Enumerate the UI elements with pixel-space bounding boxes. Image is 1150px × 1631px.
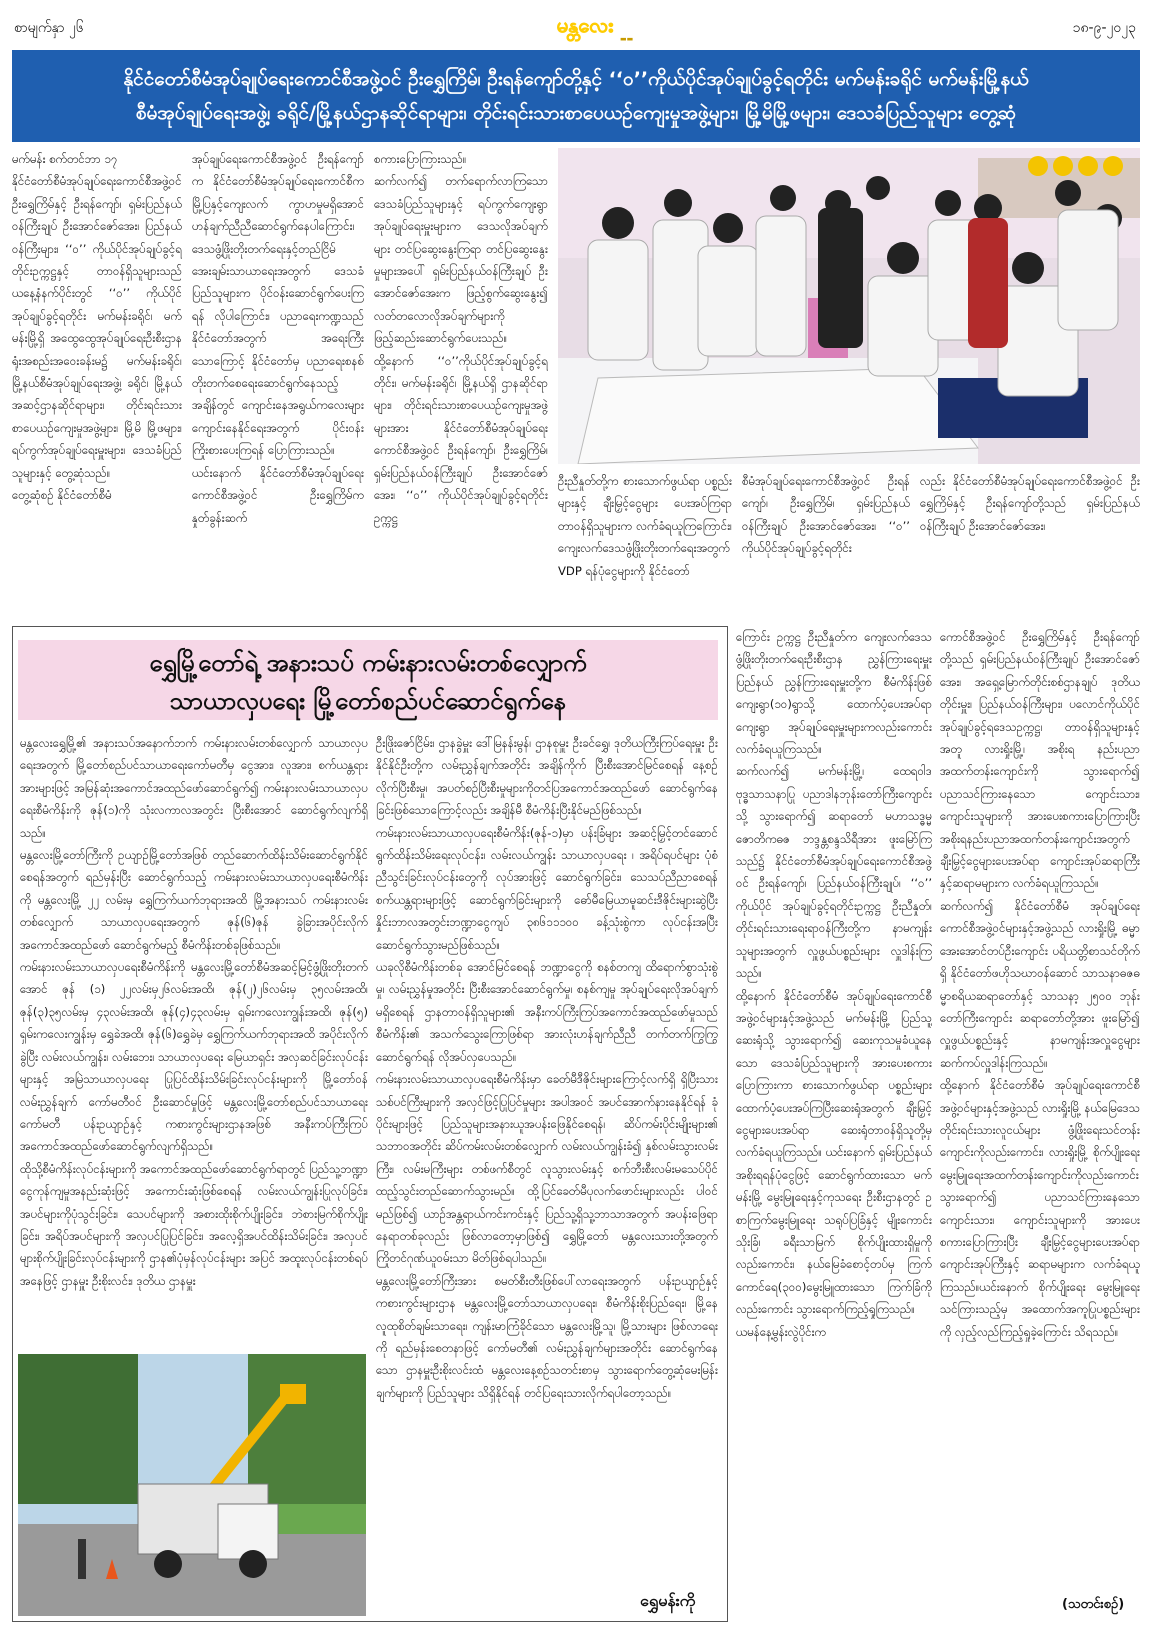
masthead-logo [520,8,650,44]
article2-column-2: ဦးဖြိုးဇော်ငြိမ်း၊ ဌာနခွဲမှူး ဒေါ်မြနန်းမွန်၊ ဌာနစုမှူး ဦးခင်ရွှေ၊ ဒုတိယကြီးကြပ်ရေးမှူး ဦးနိုင်နိုင်ဦးတို့က လမ်းညွှန်ချက်အတိုင်း အချိန်ကိုက် ပြီးစီးအောင်မြင်စေရန် နေ့စဉ်လိုက်ပြီးစီးမှု၊ အပတ်စဉ်ပြီးစီးမှုများကိုတင်ပြအကောင်အထည်ဖော် ဆောင်ရွက်နေခြင်းဖြစ်သောကြောင့်လည်း အချိန်မီ စီမံကိန်းပြီးနိုင်မည်ဖြစ်သည်။ ကမ်းနားလမ်းသာယာလှပရေးစီမံကိန်း(ဇုန်-၁)မှာ ပန်းခြံများ အဆင့်မြှင့်တင်ဆောင်ရွက်ထိန်းသိမ်းရေးလုပ်ငန်း၊ လမ်းလယ်ကျွန်း သာယာလှပရေး ၊ အရိပ်ရပင်များ ပုံစံညီသွင်းခြင်းလုပ်ငန်းတွေကို လုပ်အားဖြင့် ဆောင်ရွက်ခြင်း၊ သေသပ်ညီညာစေရန် စက်ယန္တရားများဖြင့် ဆောင်ရွက်ခြင်းများကို ဓော်မီမြေယာမူဆင်းဒီဇိုင်းများဆွဲပြီး နှိုင်းဘာလအတွင်းဘဏ္ဍာငွေကျပ် ၃၈၆၁၁၁၀၀ ခန့်သုံးစွဲကာ လုပ်ငန်းအပြီးဆောင်ရွက်သွားမည်ဖြစ်သည်။ ယခုလိုစီမံကိန်းတစ်ခု အောင်မြင်စေရန် ဘဏ္ဍာငွေကို စနစ်တကျ ထိရောက်စွာသုံးစွဲမှု၊ လမ်းညွှန်မှုအတိုင်း ပြီးစီးအောင်ဆောင်ရွက်မှု၊ စနစ်ကျမှု အုပ်ချုပ်ရေးလိုအပ်ချက်မရှိစေရန် ဌာနတာဝန်ရှိသူများ၏ အနီးကပ်ကြီးကြပ်အကောင်အထည်ဖော်မှုသည်စီမံကိန်း၏ အသက်သွေးကြောဖြစ်ရာ အားလုံးဟန်ချက်ညီညီ တက်တက်ကြွကြွ ဆောင်ရွက်ရန် လိုအပ်လှပေသည်။ ကမ်းနားလမ်းသာယာလှပရေးစီမံကိန်းမှာ ခေတ်မီဒီဇိုင်းများကြောင့်လက်ရှိ ရှိပြီးသားသစ်ပင်ကြီးများကို အလှင်ဖြင့်ပြုပြင်မှုများ အပါအဝင် အပင်အောက်နားနေနိုင်ရန် ခုံပိုင်းများဖြင့် ပြည်သူများအနားယူအပန်းဖြေနိုင်စေရန်၊ ဆိပ်ကမ်းပိုင်းမျိုးများ၏ သဘာဝအတိုင်း ဆိပ်ကမ်းလမ်းတစ်လျှောက် လမ်းလယ်ကျွန်းခံ၍ နှစ်လမ်းသွားလမ်းကြီး၊ လမ်းမကြီးများ တစ်ဖက်စီတွင် လူသွားလမ်းနှင့် စက်ဘီးစီးလမ်းမသေပ်ပိုင် ထည့်သွင်းတည်ဆောက်သွားမည်။ ထို့ပြင်ခေတ်မီပုလက်ဖောင်းများလည်း ပါဝင်မည်ဖြစ်၍ ယာဉ်အန္တရာယ်ကင်းကင်းနှင့် ပြည်သူ့ရှိသူ့ဘာသာအတွက် အပန်းဖြေရာနေရာတစ်ခုလည်း ဖြစ်လာတော့မှာဖြစ်၍ ရွှေမြို့တော် မန္တလေးသားတို့အတွက် ကြိုတင်ဂုဏ်ယူဝမ်းသာ မိတ်ဖြစ်ရပါသည်။ မန္တလေးမြို့တော်ကြီးအား စမတ်စီးတီးဖြစ်ပေါ်လာရေးအတွက် ပန်းဥယျာဉ်နှင့် ကစားကွင်းများဌာန မန္တလေးမြို့တော်သာယာလှပရေး၊ စီမံကိန်းစိုးပြည်ရေး၊ မြို့နေလူထုစိတ်ချမ်းသာရေး၊ ကျန်းမာကြံခိုင်သော မန္တလေးမြို့သူ၊ မြို့သားများ ဖြစ်လာရေးကို ရည်မှန်းစေတနာဖြင့် ကော်မတီ၏ လမ်းညွှန်ချက်များအတိုင်း ဆောင်ရွက်နေသော ဌာနမှူးဦးစိုးလင်းထံ မန္တလေးနေ့စဉ်သတင်းစာမှ သွားရောက်တွေ့ဆုံမေးမြန်းချက်များကို ပြည်သူများ သိရှိနိုင်ရန် တင်ပြရေးသားလိုက်ရပါတော့သည်။ [376,736,718,1400]
article1-column-3b: ဦးညီနှုတ်တို့က စားသောက်ဖွယ်ရာ ပစ္စည်းများနှင့် ချီးမြှင့်ငွေများ ပေးအပ်ကြရာ တာဝန်ရှိသူများက လက်ခံရယူကြကြောင်း၊ ကျေးလက်ဒေသဖွံ့ဖြိုးတိုးတက်ရေးအတွက် VDP ရန်ပုံငွေများကို နိုင်ငံတော် [558,474,732,578]
page-number: စာမျက်နှာ ၂၆ [14,20,84,36]
article1-column-5: ကောင်စီအဖွဲ့ဝင် ဦးရွှေကြိမ်နှင့် ဦးရန်ကျော်တို့သည် ရှမ်းပြည်နယ်ဝန်ကြီးချုပ် ဦးအောင်ဇော်အေး၊ အရှေ့မြောက်တိုင်းစစ်ဌာနချုပ် ဒုတိယတိုင်းမှူး၊ ပြည်နယ်ဝန်ကြီးများ၊ ပလောင်ကိုယ်ပိုင်အုပ်ချုပ်ခွင့်ရဒေသဥက္ကဋ္ဌ၊ တာဝန်ရှိသူများနှင့်အတူ လားရှိုးမြို့၊ အစိုးရ နည်းပညာအထက်တန်းကျောင်းကို သွားရောက်၍ ပညာသင်ကြားနေသော ကျောင်းသား၊ ကျောင်းသူများကို အားပေးစကားပြောကြားပြီး အစိုးရနည်းပညာအထက်တန်းကျောင်းအတွက် ချီးမြှင့်ငွေများပေးအပ်ရာ ကျောင်းအုပ်ဆရာကြီးနှင့်ဆရာမများက လက်ခံရယူကြသည်။ ဆက်လက်၍ နိုင်ငံတော်စီမံ အုပ်ချုပ်ရေးကောင်စီအဖွဲ့ဝင်များနှင့်အဖွဲ့သည် လားရှိုးမြို့ ဓမ္မာအေးအောင်တပ်ဦးကျောင်း ပရိယတ္တိစာသင်တိုက်ရှိ နိုင်ငံတော်ဖဟိုသဃာဝန်ဆောင် သာသနာဓဇဓမ္မာစရိယဆရာတော်နှင့် သာသနာ့ ၂၅၀၀ ဘုန်းတော်ကြီးကျောင်း ဆရာတော်တို့အား ဖူးမြော်၍ လှူဖွယ်ပစ္စည်းနှင့် နာမကျန်းအလှူငွေများ ဆက်ကပ်လှူဒါန်းကြသည်။ ထို့နောက် နိုင်ငံတော်စီမံ အုပ်ချုပ်ရေးကောင်စီအဖွဲ့ဝင်များနှင့်အဖွဲ့သည် လားရှိုးမြို့ နယ်မြေဒေသ တိုင်းရင်းသားလူငယ်များ ဖွံ့ဖြိုးရေးသင်တန်းကျောင်းကိုလည်းကောင်း၊ လားရှိုးမြို့ စိုက်ပျိုးရေး မွေးမြူရေးအထက်တန်းကျောင်းကိုလည်းကောင်း သွားရောက်၍ ပညာသင်ကြားနေသောကျောင်းသား၊ ကျောင်းသူများကို အားပေးစကားပြောကြားပြီး ချီးမြှင့်ငွေများပေးအပ်ရာ ကျောင်းအုပ်ကြီးနှင့် ဆရာမများက လက်ခံရယူကြသည်။ယင်းနောက် စိုက်ပျိုးရေး မွေးမြူရေး သင်ကြားသည့်မှ အထောက်အကူပြုပစ္စည်းများကို လှည့်လည်ကြည့်ရှုခဲ့ကြောင်း သိရသည်။ [940,630,1140,1339]
article2-byline: ရွှေမန်းကို [640,1591,696,1610]
article2-column-1: မန္တလေးရွှေမြို့၏ အနားသပ်အနောက်ဘက် ကမ်းနားလမ်းတစ်လျှောက် သာယာလှပရေးအတွက် မြို့တော်စည်ပင်သာယာရေးကော်မတီမှ ငွေအား၊ လူအား၊ စက်ယန္တရားအားများဖြင့် အမြန်ဆုံးအကောင်အထည်ဖော်ဆောင်ရွက်၍ ကမ်းနားလမ်းသာယာလှပရေးစီမံကိန်းကို ဇုန်(၁)ကို သုံးလကာလအတွင်း ပြီးစီးအောင် ဆောင်ရွက်လျက်ရှိသည်။ မန္တလေးမြို့တော်ကြီးကို ဥယျာဉ်မြို့တော်အဖြစ် တည်ဆောက်ထိန်းသိမ်းဆောင်ရွက်နိုင်စေရန်အတွက် ရည်မှန်းပြီး ဆောင်ရွက်သည့် ကမ်းနားလမ်းသာယာလှပရေးစီမံကိန်းကို မန္တလေးမြို့ ၂၂ လမ်းမှ ရွှေကြက်ယက်ဘုရားအထိ မြို့အနားသပ် ကမ်းနားလမ်းတစ်လျှောက် သာယာလှပရေးအတွက် ဇုန်(၆)ဇုန် ခွဲခြားအပိုင်းလိုက် အကောင်အထည်ဖော် ဆောင်ရွက်မည့် စီမံကိန်းတစ်ခုဖြစ်သည်။ ကမ်းနားလမ်းသာယာလှပရေးစီမံကိန်းကို မန္တလေးမြို့တော်စီမံအဆင့်မြင့်ဖွံ့ဖြိုးတိုးတက်အောင် ဇုန် (၁) ၂၂လမ်းမှ၂၆လမ်းအထိ၊ ဇုန်(၂)၂၆လမ်းမှ ၃၅လမ်းအထိ၊ ဇုန်(၃)၃၅လမ်းမှ ၄၃လမ်းအထိ၊ ဇုန်(၄)၄၃လမ်းမှ ရှမ်းကလေးကျွန်းအထိ၊ ဇုန်(၅) ရှမ်းကလေးကျွန်းမှ ရွှေခဲအထိ၊ ဇုန်(၆)ရွှေခဲမှ ရွှေကြက်ယက်ဘုရားအထိ အပိုင်းလိုက်ခွဲပြီး လမ်းလယ်ကျွန်း၊ လမ်းဘေး၊ သာယာလှပရေး မြေယာရှင်း အလှဆင်ခြင်းလုပ်ငန်းများနှင့် အမြဲသာယာလှပရေး ပြုပြင်ထိန်းသိမ်းခြင်းလုပ်ငန်းများကို မြို့တော်ဝန်လမ်းညွှန်ချက် ကော်မတီဝင် ဦးဆောင်မှုဖြင့် မန္တလေးမြို့တော်စည်ပင်သာယာရေးကော်မတီ ပန်းဥယျာဉ်နှင့် ကစားကွင်းများဌာနအဖြစ် အနီးကပ်ကြီးကြပ်အကောင်အထည်ဖော်ဆောင်ရွက်လျက်ရှိသည်။ ထိုသို့စီမံကိန်းလုပ်ငန်းများကို အကောင်အထည်ဖော်ဆောင်ရွက်ရာတွင် ပြည်သူ့ဘဏ္ဍာငွေကုန်ကျမှုအနည်းဆုံးဖြင့် အကောင်းဆုံးဖြစ်စေရန် လမ်းလယ်ကျွန်းပြုလုပ်ခြင်း၊ အပင်များကိုပုံသွင်းခြင်း၊ သေပင်များကို အစားထိုးစိုက်ပျိုးခြင်း၊ ဘဲစားမြက်စိုက်ပျိုးခြင်း၊ အရိပ်အပင်များကို အလှပင်ပြုပြင်ခြင်း၊ အလေ့ရှိအပင်ထိန်းသိမ်းခြင်း၊ အလှပင်များစိုက်ပျိုးခြင်းလုပ်ငန်းများကို ဌာန၏ပုံမှန်လုပ်ငန်းများ အပြင် အထူးလုပ်ငန်းတစ်ရပ်အနေဖြင့် ဌာနမှူး ဦးစိုးလင်း၊ ဒုတိယ ဌာနမှူး [20,736,368,1288]
article2-title [18,640,718,720]
article1-credit: (သတင်းစဉ်) [1062,1597,1125,1612]
issue-date: ၁၈-၉-၂၀၂၃ [1072,20,1136,36]
article1-column-3: စကားပြောကြားသည်။ ဆက်လက်၍ တက်ရောက်လာကြသော ဒေသခံပြည်သူများနှင့် ရပ်ကွက်ကျေးရွာအုပ်ချုပ်ရေးမှူးများက ဒေသလိုအပ်ချက်များ တင်ပြဆွေးနွေးကြရာ တင်ပြဆွေးနွေးမှုများအပေါ် ရှမ်းပြည်နယ်ဝန်ကြီးချုပ် ဦးအောင်ဇော်အေးက ဖြည့်စွက်ဆွေးနွေး၍ လတ်တလောလိုအပ်ချက်များကို ဖြည့်ဆည်းဆောင်ရွက်ပေးသည်။ ထို့နောက် ‘‘ဝ’’ကိုယ်ပိုင်အုပ်ချုပ်ခွင့်ရတိုင်း၊ မက်မန်းခရိုင်၊ မြို့နယ်ရှိ ဌာနဆိုင်ရာများ၊ တိုင်းရင်းသားစာပေယဉ်ကျေးမှုအဖွဲ့များအား နိုင်ငံတော်စီမံအုပ်ချုပ်ရေးကောင်စီအဖွဲ့ဝင် ဦးရန်ကျော်၊ ဦးရွှေကြိမ်၊ ရှမ်းပြည်နယ်ဝန်ကြီးချုပ် ဦးအောင်ဇော်အေး၊ ‘‘ဝ’’ ကိုယ်ပိုင်အုပ်ချုပ်ခွင့်ရတိုင်းဥက္ကဋ္ဌ [374,152,548,525]
headline-line-1: နိုင်ငံတော်စီမံအုပ်ချုပ်ရေးကောင်စီအဖွဲ့ဝင် ဦးရွှေကြိမ်၊ ဦးရန်ကျော်တို့နှင့် ‘‘ဝ’’ကိုယ်ပိုင်အုပ်ချုပ်ခွင့်ရတိုင်း မက်မန်းခရိုင် မက်မန်းမြို့နယ် [123,68,1029,90]
headline-line-2: စီမံအုပ်ချုပ်ရေးအဖွဲ့၊ ခရိုင်/မြို့နယ်ဌာနဆိုင်ရာများ၊ တိုင်းရင်းသားစာပေယဉ်ကျေးမှုအဖွဲ့များ၊ မြို့မိမြို့ဖများ၊ ဒေသခံပြည်သူများ တွေ့ဆုံ [135,102,1017,124]
article2-title-line-1: ရွှေမြို့တော်ရဲ့ အနားသပ် ကမ်းနားလမ်းတစ်လျှောက် [149,649,587,677]
news-photo-crane-truck [18,1354,366,1616]
article1-column-5a: လည်း နိုင်ငံတော်စီမံအုပ်ချုပ်ရေးကောင်စီအဖွဲ့ဝင် ဦးရွှေကြိမ်နှင့် ဦးရန်ကျော်တို့သည် ရှမ်းပြည်နယ်ဝန်ကြီးချုပ် ဦးအောင်ဇော်အေး၊ [920,474,1140,533]
news-photo-meeting [558,148,1140,464]
article1-column-4a: စီမံအုပ်ချုပ်ရေးကောင်စီအဖွဲ့ဝင် ဦးရန်ကျော်၊ ဦးရွှေကြိမ်၊ ရှမ်းပြည်နယ်ဝန်ကြီးချုပ် ဦးအောင်ဇော်အေး၊ ‘‘ဝ’’ ကိုယ်ပိုင်အုပ်ချုပ်ခွင့်ရတိုင်း [742,474,910,556]
article2-title-line-2: သာယာလှပရေး မြို့တော်စည်ပင်ဆောင်ရွက်နေ [169,687,567,715]
article1-column-1: မက်မန်း စက်တင်ဘာ ၁၇ နိုင်ငံတော်စီမံအုပ်ချုပ်ရေးကောင်စီအဖွဲ့ဝင် ဦးရွှေကြိမ်နှင့် ဦးရန်ကျော်၊ ရှမ်းပြည်နယ်ဝန်ကြီးချုပ် ဦးအောင်ဇော်အေး၊ ပြည်နယ်ဝန်ကြီးများ၊ ‘‘ဝ’’ ကိုယ်ပိုင်အုပ်ချုပ်ခွင့်ရတိုင်းဥက္ကဋ္ဌနှင့် တာဝန်ရှိသူများသည် ယနေ့နံနက်ပိုင်းတွင် ‘‘ဝ’’ ကိုယ်ပိုင်အုပ်ချုပ်ခွင့်ရတိုင်း မက်မန်းခရိုင်၊ မက်မန်းမြို့ရှိ အထွေထွေအုပ်ချုပ်ရေးဦးစီးဌာန ရုံးအစည်းအဝေးခန်းမ၌ မက်မန်းခရိုင်၊ မြို့နယ်စီမံအုပ်ချုပ်ရေးအဖွဲ့၊ ခရိုင်၊ မြို့နယ်အဆင့်ဌာနဆိုင်ရာများ၊ တိုင်းရင်းသား စာပေယဉ်ကျေးမှုအဖွဲ့များ၊ မြို့မိ မြို့ဖများ၊ ရပ်ကွက်အုပ်ချုပ်ရေးမှူးများ၊ ဒေသခံပြည်သူများနှင့် တွေ့ဆုံသည်။ တွေ့ဆုံစဉ် နိုင်ငံတော်စီမံ [12,152,182,503]
svg-text:▬▬: ▬▬ [620,35,634,43]
article1-column-2: အုပ်ချုပ်ရေးကောင်စီအဖွဲ့ဝင် ဦးရန်ကျော်က နိုင်ငံတော်စီမံအုပ်ချုပ်ရေးကောင်စီက မြို့ပြနှင့်ကျေးလက် ကွာဟမှုမရှိအောင် ဟန်ချက်ညီညီဆောင်ရွက်နေပါကြောင်း၊ ဒေသဖွံ့ဖြိုးတိုးတက်ရေးနှင့်တည်ငြိမ်အေးချမ်းသာယာရေးအတွက် ဒေသခံ ပြည်သူများက ပိုင်ဝန်းဆောင်ရွက်ပေးကြရန် လိုပါကြောင်း၊ ပညာရေးကဏ္ဍသည် နိုင်ငံတော်အတွက် အရေးကြီးသောကြောင့် နိုင်ငံတော်မှ ပညာရေးစနစ်တိုးတက်စေရေးဆောင်ရွက်နေသည့် အချိန်တွင် ကျောင်းနေအရွယ်ကလေးများ ကျောင်းနေနိုင်ရေးအတွက် ပိုင်းဝန်းကြိုးစားပေးကြရန် ပြောကြားသည်။ ယင်းနောက် နိုင်ငံတော်စီမံအုပ်ချုပ်ရေးကောင်စီအဖွဲ့ဝင် ဦးရွှေကြိမ်က နှုတ်ခွန်းဆက် [192,152,364,525]
page-header [8,6,1142,48]
article1-column-4: ကြောင်း ဥက္ကဋ္ဌ ဦးညီနှုတ်က ကျေးလက်ဒေသ ဖွံ့ဖြိုးတိုးတက်ရေးဦးစီးဌာန ညွှန်ကြားရေးမှူး ပြည်နယ် ညွှန်ကြားရေးမှူးတို့က စီမံကိန်းဖြစ် ကျေးရွာ(၁၀)ရွာသို့ ထောက်ပံ့ပေးအပ်ရာ ကျေးရွာ အုပ်ချုပ်ရေးမှူးများကလည်းကောင်း လက်ခံရယူကြသည်။ ဆက်လက်၍ မက်မန်းမြို့၊ ထေရဝါဒ ဗုဒ္ဓသာသနာပြု ပညာဒါနဘုန်းတော်ကြီးကျောင်းသို့ သွားရောက်၍ ဆရာတော် မဟာသဒ္ဓမ္မဇောတိကဓဇ ဘဒ္ဒန္တစန္ဒသိရီအား ဖူးမြော်ကြသည်၌ နိုင်ငံတော်စီမံအုပ်ချုပ်ရေးကောင်စီအဖွဲ့ဝင် ဦးရန်ကျော်၊ ပြည်နယ်ဝန်ကြီးချုပ်၊ ‘‘ဝ’’ ကိုယ်ပိုင် အုပ်ချုပ်ခွင့်ရတိုင်းဥက္ကဋ္ဌ ဦးညီနှုတ်၊ တိုင်းရင်းသားရေးရာဝန်ကြီးတို့က နာမကျန်းသူများအတွက် လှူဖွယ်ပစ္စည်းများ လှူဒါန်းကြသည်။ ထို့နောက် နိုင်ငံတော်စီမံ အုပ်ချုပ်ရေးကောင်စီအဖွဲ့ဝင်များနှင့်အဖွဲ့သည် မက်မန်းမြို့ ပြည်သူ့ဆေးရုံသို့ သွားရောက်၍ ဆေးကုသမှုခံယူနေသော ဒေသခံပြည်သူများကို အားပေးစကား ပြောကြားကာ စားသောက်ဖွယ်ရာ ပစ္စည်းများ ထောက်ပံ့ပေးအပ်ကြပြီးဆေးရုံအတွက် ချီးမြှင့်ငွေများပေးအပ်ရာ ဆေးရုံတာဝန်ရှိသူတို့မှ လက်ခံရယူကြသည်။ ယင်းနောက် ရှမ်းပြည်နယ် အစိုးရရန်ပုံငွေဖြင့် ဆောင်ရွက်ထားသော မက်မန်းမြို့ မွေးမြူရေးနှင့်ကုသရေး ဦးစီးဌာနတွင် ဥစာကြက်မွေးမြူရေး သရုပ်ပြခြံနှင့် မျိုးကောင်းသိုးခြံ၊ ခရီးသာမြက် စိုက်ပျိုးထားရှိမှုကိုလည်းကောင်း၊ နယ်မြေခံစောင့်တပ်မှ ကြက်ကောင်ရေ(၃၀၀)မွေးမြူထားသော ကြက်ခြံကိုလည်းကောင်း သွားရောက်ကြည့်ရှုကြသည်။ ယမန်နေ့မွန်းလွဲပိုင်းက [736,630,932,1339]
article-headline [12,50,1140,142]
svg-text:မန္တလေး: မန္တလေး [556,13,614,37]
